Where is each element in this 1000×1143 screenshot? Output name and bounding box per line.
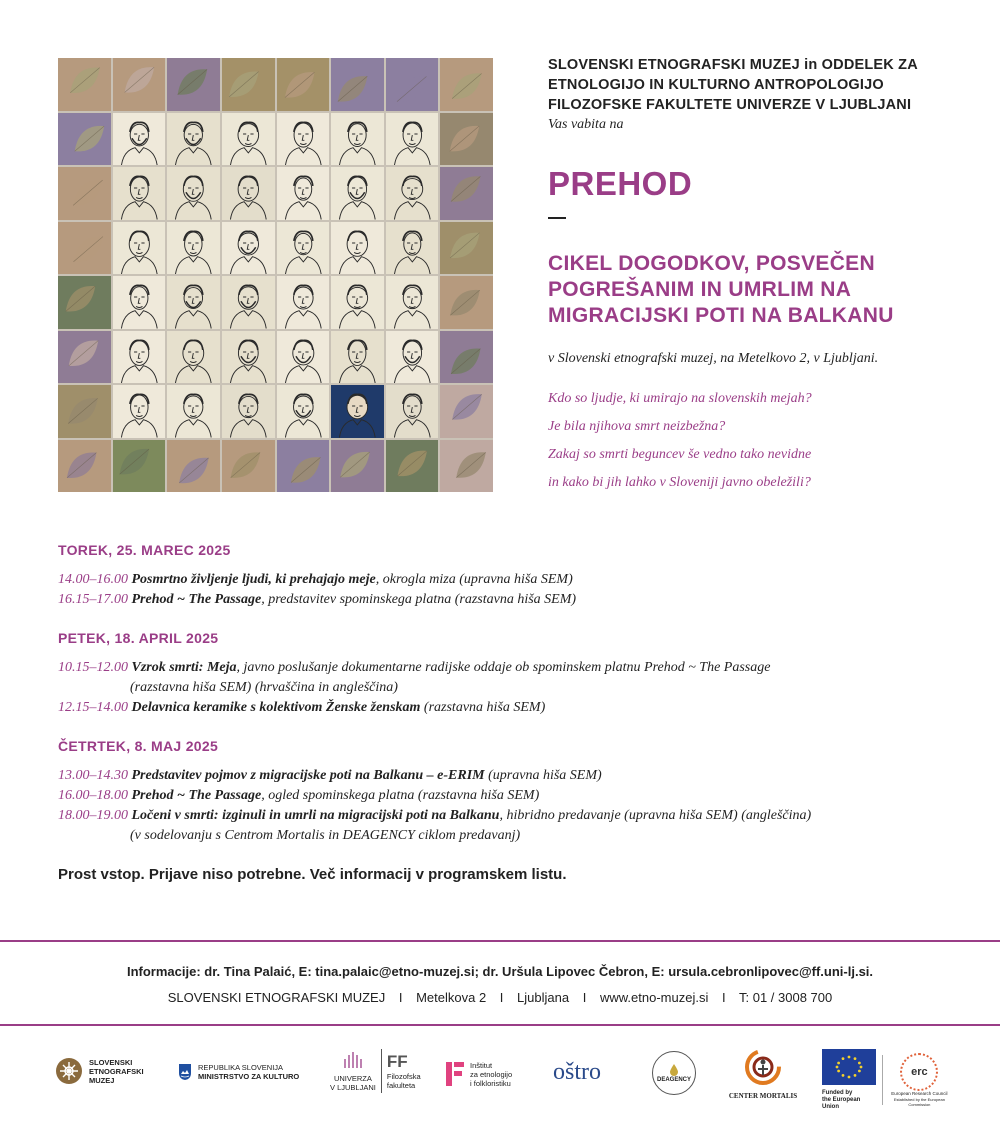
logo-text: i folkloristiku bbox=[470, 1078, 511, 1088]
leaf-print-tile bbox=[440, 385, 493, 438]
program-event bbox=[58, 658, 958, 678]
event-details: (upravna hiša SEM) bbox=[484, 768, 602, 783]
questions-list bbox=[548, 385, 968, 497]
face-drawing-tile bbox=[386, 276, 439, 329]
face-drawing-tile bbox=[222, 167, 275, 220]
face-drawing-tile bbox=[113, 276, 166, 329]
event-details: , ogled spominskega platna (razstavna hiša SEM) bbox=[261, 788, 540, 803]
street: Metelkova 2 bbox=[416, 990, 487, 1005]
drop-icon bbox=[669, 1063, 679, 1077]
question: in kako bi jih lahko v Sloveniji javno obeležili? bbox=[548, 475, 811, 490]
face-drawing-tile bbox=[167, 167, 220, 220]
leaf-print-tile bbox=[440, 222, 493, 275]
question: Zakaj so smrti beguncev še vedno tako nevidne bbox=[548, 447, 812, 462]
face-drawing-tile bbox=[386, 385, 439, 438]
event-location: v Slovenski etnografski muzej, na Metelkovo 2, v Ljubljani. bbox=[548, 351, 879, 366]
event-time: 18.00–19.00 bbox=[58, 808, 128, 823]
leaf-print-tile bbox=[167, 58, 220, 111]
ief-mark-icon bbox=[444, 1059, 466, 1089]
address-line bbox=[0, 988, 1000, 1008]
leaf-print-tile bbox=[167, 440, 220, 493]
leaf-print-tile bbox=[58, 331, 111, 384]
leaf-print-tile bbox=[113, 58, 166, 111]
contact-info bbox=[0, 962, 1000, 1008]
separator: I bbox=[499, 990, 504, 1005]
leaf-print-tile bbox=[58, 113, 111, 166]
question: Kdo so ljudje, ki umirajo na slovenskih mejah? bbox=[548, 391, 812, 406]
face-drawing-tile bbox=[222, 113, 275, 166]
face-drawing-tile bbox=[331, 167, 384, 220]
website[interactable]: www.etno-muzej.si bbox=[599, 990, 709, 1005]
event-subtitle bbox=[548, 251, 968, 329]
leaf-print-tile bbox=[331, 440, 384, 493]
face-drawing-tile bbox=[386, 113, 439, 166]
logo-text: Established by the European Commission bbox=[893, 1097, 945, 1107]
logo-text: MINISTRSTVO ZA KULTURO bbox=[198, 1072, 300, 1081]
subtitle-line: MIGRACIJSKI POTI NA BALKANU bbox=[548, 304, 894, 327]
event-continuation: (razstavna hiša SEM) (hrvaščina in angleščina) bbox=[130, 680, 398, 695]
university-logo bbox=[330, 1049, 421, 1093]
divider-top bbox=[0, 940, 1000, 942]
deagency-logo bbox=[652, 1051, 696, 1095]
slovenia-coat-of-arms-icon bbox=[178, 1063, 192, 1081]
face-drawing-tile bbox=[331, 222, 384, 275]
day-date: ČETRTEK, 8. MAJ 2025 bbox=[58, 738, 219, 754]
face-drawing-tile bbox=[277, 113, 330, 166]
invite-text: Vas vabita na bbox=[548, 117, 624, 132]
event-details: , javno poslušanje dokumentarne radijske oddaje ob spominskem platnu Prehod ~ The Passage bbox=[236, 660, 771, 675]
erc-mark: erc bbox=[911, 1066, 928, 1078]
eu-logo bbox=[822, 1049, 950, 1111]
logo-text: DEAGENCY bbox=[656, 1077, 691, 1083]
leaf-print-tile bbox=[58, 222, 111, 275]
face-drawing-tile bbox=[331, 331, 384, 384]
leaf-print-tile bbox=[440, 113, 493, 166]
face-drawing-tile bbox=[277, 222, 330, 275]
logo-text: MUZEJ bbox=[89, 1075, 115, 1085]
event-details: , predstavitev spominskega platna (razstavna hiša SEM) bbox=[261, 592, 577, 607]
face-drawing-tile bbox=[222, 385, 275, 438]
logo-text: za etnologijo bbox=[470, 1069, 513, 1079]
logo-text: European Research Council bbox=[891, 1091, 948, 1096]
logo-text: Filozofska bbox=[386, 1072, 421, 1081]
event-time: 16.15–17.00 bbox=[58, 592, 128, 607]
event-name: Posmrtno življenje ljudi, ki prehajajo meje bbox=[131, 572, 376, 587]
invitation-header bbox=[548, 55, 968, 497]
organizer-line: SLOVENSKI ETNOGRAFSKI MUZEJ in ODDELEK ZA bbox=[548, 57, 918, 73]
face-drawing-tile bbox=[167, 113, 220, 166]
program-event bbox=[58, 590, 958, 610]
leaf-print-tile bbox=[113, 440, 166, 493]
program-day bbox=[58, 630, 958, 718]
organizer-line: FILOZOFSKE FAKULTETE UNIVERZE V LJUBLJANI bbox=[548, 97, 912, 113]
face-drawing-tile bbox=[222, 222, 275, 275]
event-details: (razstavna hiša SEM) bbox=[420, 700, 546, 715]
leaf-print-tile bbox=[222, 58, 275, 111]
face-drawing-tile bbox=[277, 167, 330, 220]
leaf-print-tile bbox=[440, 58, 493, 111]
leaf-print-tile bbox=[440, 167, 493, 220]
divider-bottom bbox=[0, 1024, 1000, 1026]
logo-text: the European Union bbox=[822, 1097, 861, 1110]
leaf-print-tile bbox=[58, 440, 111, 493]
university-building-icon bbox=[343, 1051, 363, 1069]
face-drawing-tile bbox=[167, 222, 220, 275]
partner-logos bbox=[50, 1045, 950, 1110]
event-continuation: (v sodelovanju s Centrom Mortalis in DEAGENCY ciklom predavanj) bbox=[130, 828, 521, 843]
city: Ljubljana bbox=[517, 990, 570, 1005]
face-drawing-tile bbox=[386, 222, 439, 275]
leaf-print-tile bbox=[277, 440, 330, 493]
program-event bbox=[58, 698, 958, 718]
separator: I bbox=[582, 990, 587, 1005]
program-event bbox=[58, 570, 958, 590]
subtitle-line: POGREŠANIM IN UMRLIM NA bbox=[548, 278, 852, 301]
face-drawing-tile bbox=[113, 331, 166, 384]
face-drawing-tile bbox=[331, 113, 384, 166]
face-drawing-tile bbox=[386, 331, 439, 384]
museum-name: SLOVENSKI ETNOGRAFSKI MUZEJ bbox=[167, 990, 386, 1005]
admission-note: Prost vstop. Prijave niso potrebne. Več informacij v programskem listu. bbox=[58, 866, 567, 883]
contact-line: Informacije: dr. Tina Palaić, E: tina.palaic@etno-muzej.si; dr. Uršula Lipovec Čebron, E: ursula.cebronlipovec@ff.uni-lj.si. bbox=[126, 964, 874, 979]
face-drawing-tile bbox=[113, 222, 166, 275]
face-drawing-tile bbox=[331, 276, 384, 329]
logo-text: V LJUBLJANI bbox=[330, 1082, 376, 1092]
phone: T: 01 / 3008 700 bbox=[738, 990, 833, 1005]
leaf-print-tile bbox=[222, 440, 275, 493]
logo-text: SLOVENSKI bbox=[89, 1057, 133, 1067]
face-drawing-tile bbox=[167, 331, 220, 384]
face-drawing-tile bbox=[386, 167, 439, 220]
separator: I bbox=[398, 990, 403, 1005]
leaf-print-tile bbox=[386, 440, 439, 493]
logo-text: CENTER MORTALIS bbox=[728, 1092, 798, 1100]
sem-emblem-icon bbox=[55, 1057, 83, 1085]
event-name: Delavnica keramike s kolektivom Ženske ženskam bbox=[131, 700, 421, 715]
face-drawing-tile bbox=[277, 385, 330, 438]
event-title: PREHOD bbox=[548, 165, 693, 202]
logo-text: fakulteta bbox=[386, 1081, 416, 1090]
program-event bbox=[58, 786, 958, 806]
logo-text: Funded by bbox=[822, 1090, 853, 1096]
face-drawing-tile bbox=[222, 331, 275, 384]
mortalis-emblem-icon bbox=[743, 1047, 783, 1087]
face-drawing-tile bbox=[277, 331, 330, 384]
eu-flag-icon bbox=[822, 1049, 876, 1085]
program-event bbox=[58, 766, 958, 786]
event-name: Prehod ~ The Passage bbox=[131, 788, 262, 803]
program-event bbox=[58, 806, 958, 826]
event-time: 16.00–18.00 bbox=[58, 788, 128, 803]
organizer-line: ETNOLOGIJO IN KULTURNO ANTROPOLOGIJO bbox=[548, 77, 884, 93]
face-drawing-tile bbox=[167, 385, 220, 438]
event-name: Ločeni v smrti: izginuli in umrli na migracijski poti na Balkanu bbox=[131, 808, 500, 823]
event-name: Prehod ~ The Passage bbox=[131, 592, 262, 607]
face-drawing-tile bbox=[222, 276, 275, 329]
separator: I bbox=[721, 990, 726, 1005]
leaf-print-tile bbox=[58, 58, 111, 111]
sem-logo bbox=[55, 1057, 144, 1085]
leaf-print-tile bbox=[58, 385, 111, 438]
ff-mark: FF bbox=[386, 1052, 408, 1071]
day-date: PETEK, 18. APRIL 2025 bbox=[58, 630, 219, 646]
leaf-print-tile bbox=[58, 276, 111, 329]
program-day bbox=[58, 542, 958, 610]
leaf-print-tile bbox=[277, 58, 330, 111]
question: Je bila njihova smrt neizbežna? bbox=[548, 419, 726, 434]
face-drawing-tile bbox=[113, 385, 166, 438]
event-name: Vzrok smrti: Meja bbox=[131, 660, 237, 675]
face-drawing-tile bbox=[167, 276, 220, 329]
ief-logo bbox=[444, 1059, 512, 1089]
logo-text: ETNOGRAFSKI bbox=[89, 1066, 144, 1076]
event-name: Predstavitev pojmov z migracijske poti na Balkanu – e-ERIM bbox=[131, 768, 485, 783]
event-details: , okrogla miza (upravna hiša SEM) bbox=[375, 572, 573, 587]
logo-text: REPUBLIKA SLOVENIJA bbox=[198, 1063, 284, 1072]
leaf-print-tile bbox=[58, 167, 111, 220]
memorial-canvas-artwork bbox=[58, 58, 493, 492]
logo-text: UNIVERZA bbox=[333, 1073, 372, 1083]
event-time: 14.00–16.00 bbox=[58, 572, 128, 587]
face-drawing-tile bbox=[277, 276, 330, 329]
event-time: 13.00–14.30 bbox=[58, 768, 128, 783]
ostro-logo bbox=[553, 1059, 601, 1086]
logo-text: Inštitut bbox=[470, 1060, 493, 1070]
event-time: 12.15–14.00 bbox=[58, 700, 128, 715]
subtitle-line: CIKEL DOGODKOV, POSVEČEN bbox=[548, 252, 875, 275]
leaf-print-tile bbox=[440, 440, 493, 493]
leaf-print-tile bbox=[440, 276, 493, 329]
program-day bbox=[58, 738, 958, 846]
day-date: TOREK, 25. MAREC 2025 bbox=[58, 542, 231, 558]
ostro-wordmark: oštro bbox=[553, 1059, 601, 1085]
event-details: , hibridno predavanje (upravna hiša SEM) (angleščina) bbox=[499, 808, 812, 823]
face-drawing-tile bbox=[113, 167, 166, 220]
face-drawing-tile bbox=[113, 113, 166, 166]
face-drawing-tile bbox=[331, 385, 384, 438]
leaf-print-tile bbox=[331, 58, 384, 111]
event-time: 10.15–12.00 bbox=[58, 660, 128, 675]
center-mortalis-logo bbox=[728, 1047, 798, 1101]
event-program bbox=[58, 542, 958, 883]
leaf-print-tile bbox=[386, 58, 439, 111]
leaf-print-tile bbox=[440, 331, 493, 384]
ministry-logo bbox=[178, 1063, 299, 1081]
title-divider bbox=[548, 217, 566, 219]
